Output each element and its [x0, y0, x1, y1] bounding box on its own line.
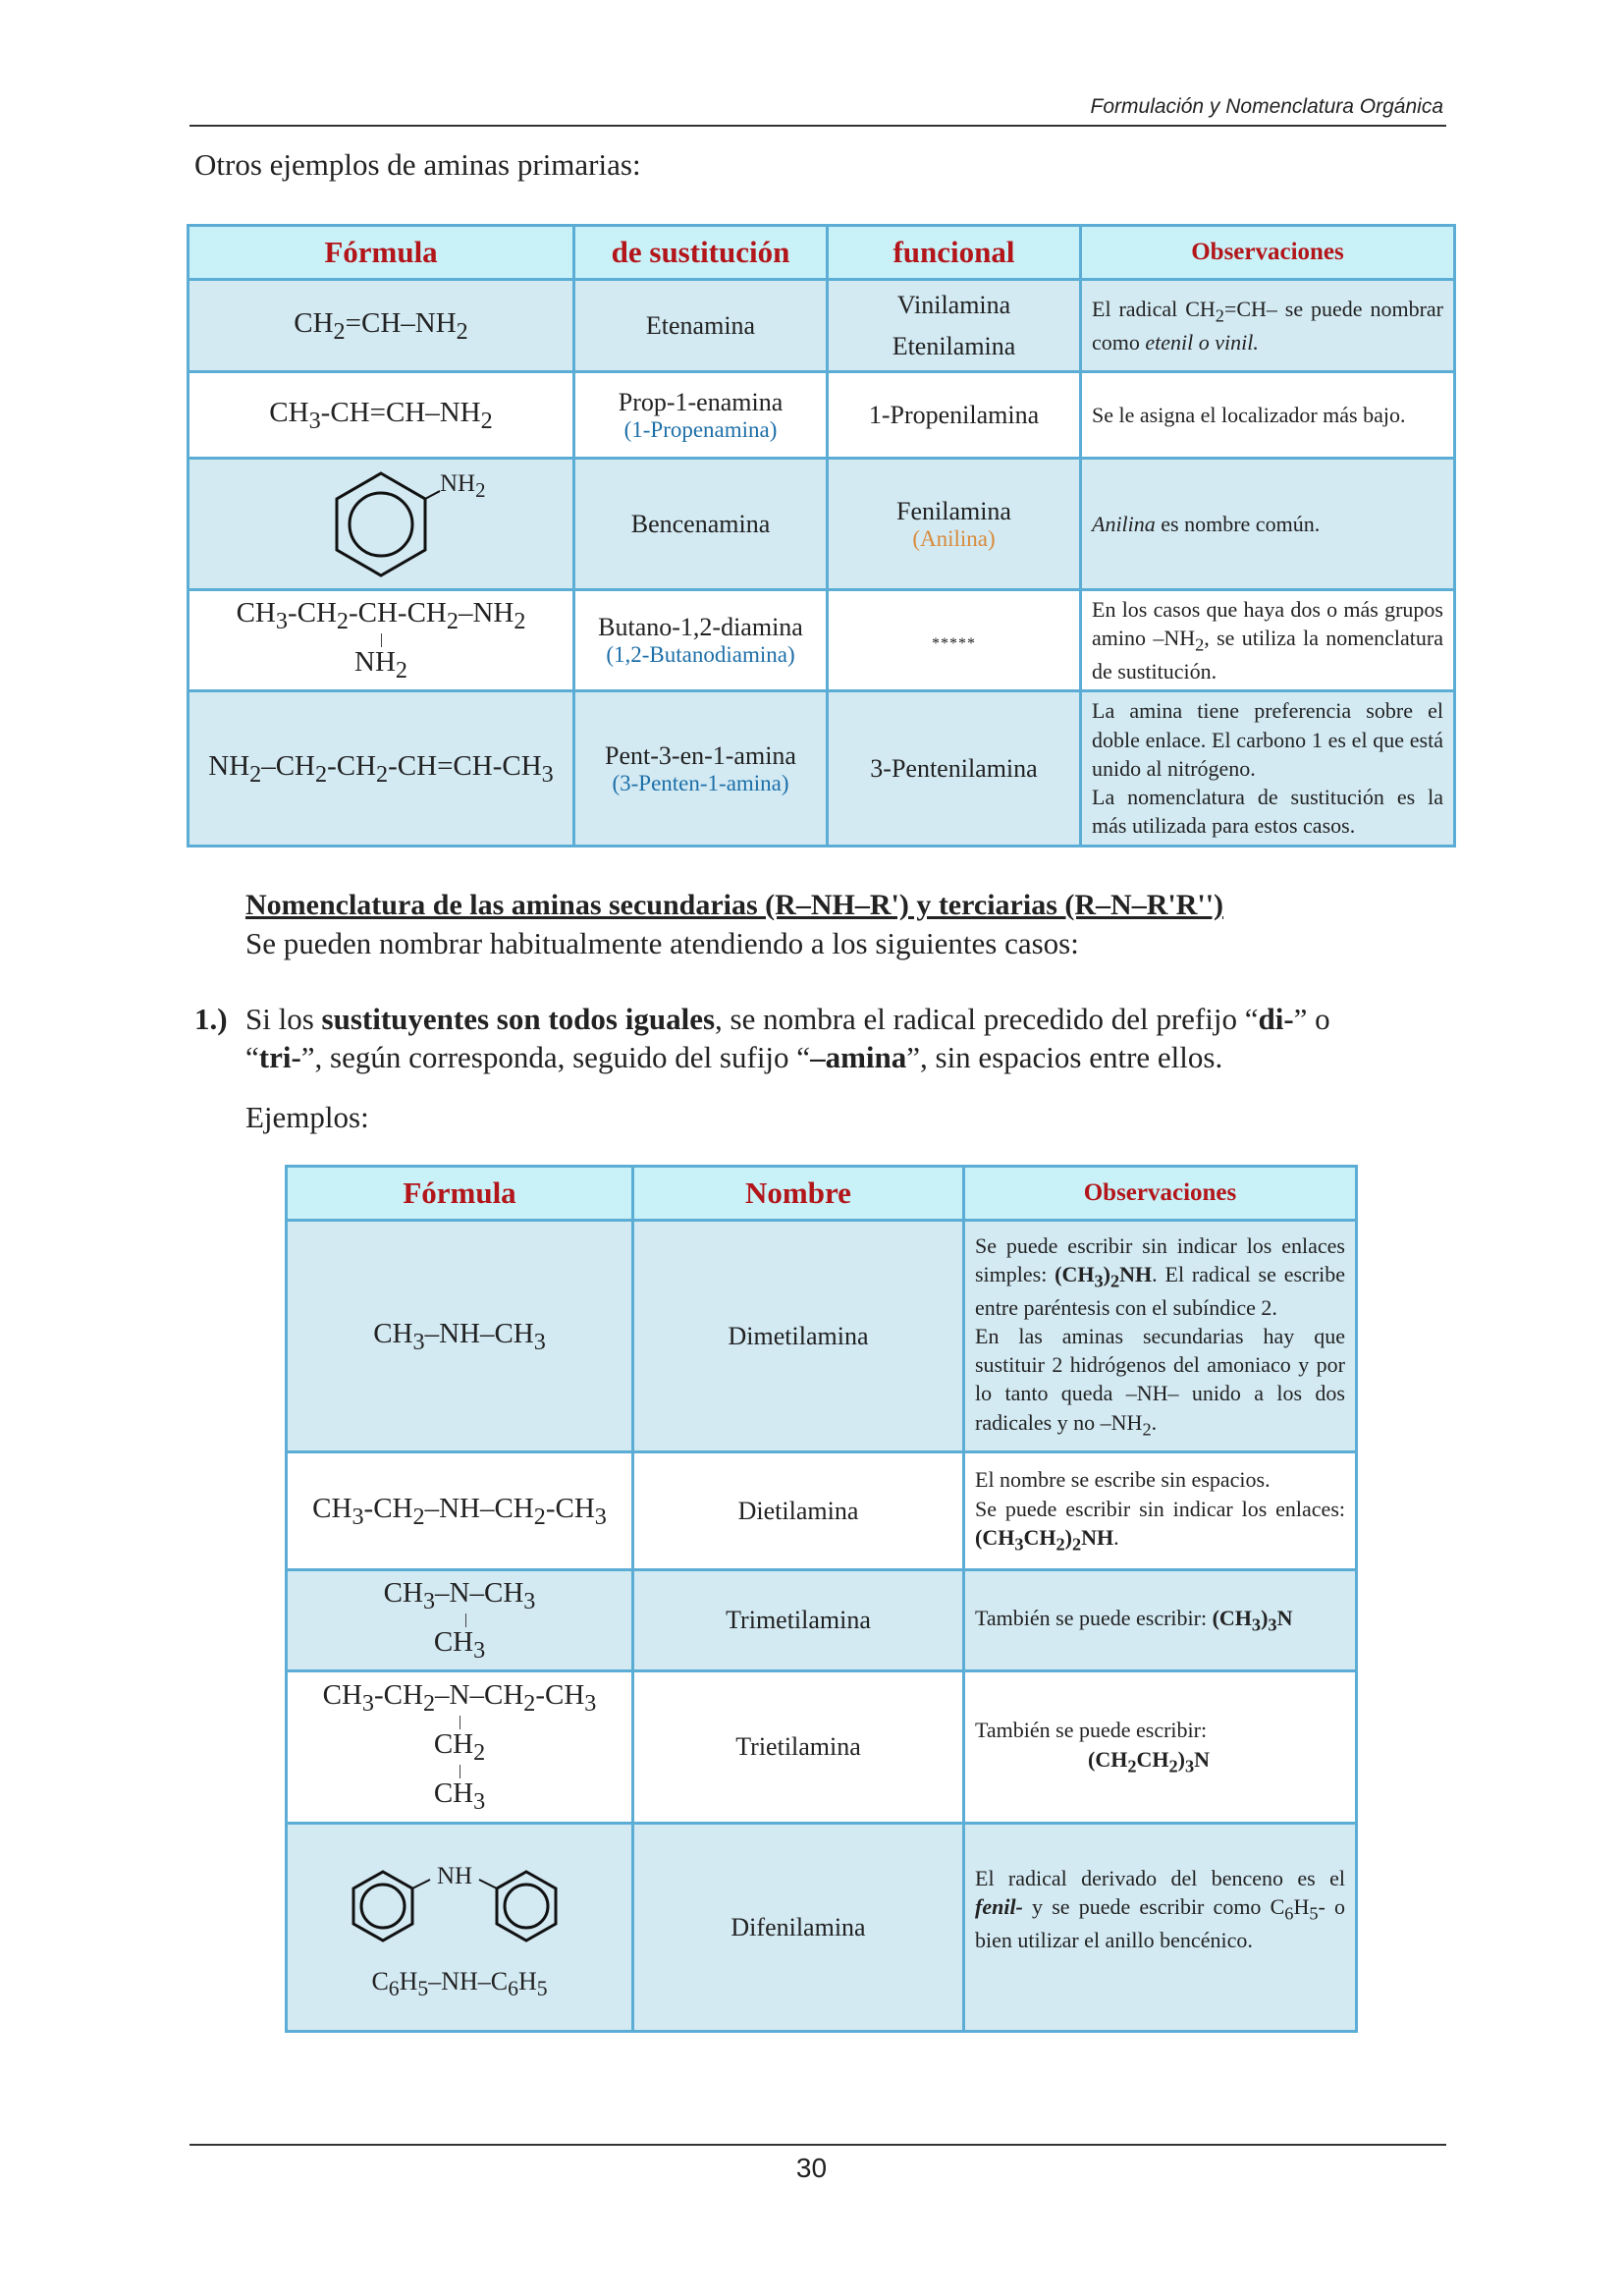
table-row — [287, 1221, 1357, 1452]
observation-cell: También se puede escribir: $(CH_3)_3N$ — [964, 1570, 1357, 1671]
col-header-observations: Observaciones — [1081, 226, 1455, 280]
page-number: 30 — [795, 2153, 828, 2183]
formula-cell: $CH_2=CH-NH_2$ — [189, 280, 574, 372]
table-row — [189, 459, 1455, 590]
nh-label: NH — [436, 1863, 473, 1890]
observation-cell: El radical $CH_2=CH-$ se puede nombrar como etenil o vinil. — [1081, 280, 1455, 372]
table-row — [189, 280, 1455, 372]
table1-header-row — [189, 226, 1455, 280]
compound-name: Trimetilamina — [633, 1570, 964, 1671]
observation-cell: Se puede escribir sin indicar los enlaces simples: $(CH_3)_2NH$. El radical se escribe entre paréntesis con el subíndice 2. En las aminas secundarias hay que sustituir 2 hidrógenos del amoniaco y por lo tanto queda –NH– unido a los dos radicales y no $-NH_2$. — [964, 1221, 1357, 1452]
table-row — [189, 691, 1455, 846]
section-heading: Nomenclatura de las aminas secundarias (R–NH–R') y terciarias (R–N–R'R'') — [245, 889, 1224, 921]
functional-name: Vinilamina Etenilamina — [828, 280, 1081, 372]
compound-name: Difenilamina — [633, 1824, 964, 2032]
col-header-name: Nombre — [633, 1167, 964, 1221]
compound-name: Dietilamina — [633, 1452, 964, 1570]
header-rule — [189, 125, 1446, 127]
list-item-number: 1.) — [194, 1002, 228, 1036]
table-row — [287, 1824, 1357, 2032]
functional-name: 3-Pentenilamina — [828, 691, 1081, 846]
formula-cell: NH $C_6H_5-NH-C_6H_5$ — [287, 1824, 633, 2032]
formula-cell — [189, 459, 574, 590]
examples-label: Ejemplos: — [245, 1100, 369, 1134]
table-row — [287, 1570, 1357, 1671]
secondary-tertiary-amines-table — [285, 1165, 1358, 2033]
functional-name: ***** — [828, 590, 1081, 691]
col-header-functional: funcional — [828, 226, 1081, 280]
functional-name: Fenilamina (Anilina) — [828, 459, 1081, 590]
intro-text: Otros ejemplos de aminas primarias: — [194, 147, 641, 182]
compound-name: Trietilamina — [633, 1671, 964, 1824]
observation-cell: La amina tiene preferencia sobre el doble enlace. El carbono 1 es el que está unido al nitrógeno. La nomenclatura de sustitución es la más utilizada para estos casos. — [1081, 691, 1455, 846]
formula-cell: $CH_3-CH=CH-NH_2$ — [189, 372, 574, 459]
benzene-amine-structure — [283, 465, 486, 583]
table-row — [189, 372, 1455, 459]
formula-cell: $CH_3-N-CH_3$ $CH_3$ — [287, 1570, 633, 1671]
table2-header-row — [287, 1167, 1357, 1221]
section-intro: Se pueden nombrar habitualmente atendiendo a los siguientes casos: — [245, 926, 1079, 960]
substitution-name: Butano-1,2-diamina (1,2-Butanodiamina) — [574, 590, 828, 691]
col-header-formula: Fórmula — [287, 1167, 633, 1221]
substitution-name: Bencenamina — [574, 459, 828, 590]
observation-cell: Anilina es nombre común. — [1081, 459, 1455, 590]
list-item-text-line1: Si los sustituyentes son todos iguales, se nombra el radical precedido del prefijo “di-” o — [245, 1002, 1330, 1036]
diphenylamine-structure — [342, 1852, 577, 1960]
substitution-name: Etenamina — [574, 280, 828, 372]
table-row — [287, 1452, 1357, 1570]
formula-cell: $CH_3-CH_2-N-CH_2-CH_3$ $CH_2$ $CH_3$ — [287, 1671, 633, 1824]
substitution-name: Prop-1-enamina (1-Propenamina) — [574, 372, 828, 459]
col-header-formula: Fórmula — [189, 226, 574, 280]
formula-cell: $NH_2-CH_2-CH_2-CH=CH-CH_3$ — [189, 691, 574, 846]
bond-line — [381, 633, 382, 647]
observation-cell: El radical derivado del benceno es el fenil- y se puede escribir como $C_6H_5-$ o bien utilizar el anillo bencénico. — [964, 1824, 1357, 2032]
formula-cell: $CH_3-CH_2-CH-CH_2-NH_2$ $NH_2$ — [189, 590, 574, 691]
footer-rule — [189, 2144, 1446, 2146]
col-header-substitution: de sustitución — [574, 226, 828, 280]
list-item-text-line2: “tri-”, según corresponda, seguido del sufijo “–amina”, sin espacios entre ellos. — [245, 1040, 1223, 1074]
substitution-name: Pent-3-en-1-amina (3-Penten-1-amina) — [574, 691, 828, 846]
formula-cell: $CH_3-NH-CH_3$ — [287, 1221, 633, 1452]
amine-group-label: $NH_2$ — [440, 469, 486, 502]
formula-cell: $CH_3-CH_2-NH-CH_2-CH_3$ — [287, 1452, 633, 1570]
primary-amines-table — [187, 224, 1456, 847]
observation-cell: Se le asigna el localizador más bajo. — [1081, 372, 1455, 459]
functional-name: 1-Propenilamina — [828, 372, 1081, 459]
compound-name: Dimetilamina — [633, 1221, 964, 1452]
observation-cell: El nombre se escribe sin espacios. Se puede escribir sin indicar los enlaces: $(CH_3CH_2)_2NH$. — [964, 1452, 1357, 1570]
col-header-observations: Observaciones — [964, 1167, 1357, 1221]
observation-cell: También se puede escribir: $(CH_2CH_2)_3N$ — [964, 1671, 1357, 1824]
table-row — [189, 590, 1455, 691]
table-row — [287, 1671, 1357, 1824]
running-header: Formulación y Nomenclatura Orgánica — [1090, 95, 1443, 118]
observation-cell: En los casos que haya dos o más grupos amino $-NH_2$, se utiliza la nomenclatura de sustitución. — [1081, 590, 1455, 691]
bond-line — [465, 1613, 466, 1627]
